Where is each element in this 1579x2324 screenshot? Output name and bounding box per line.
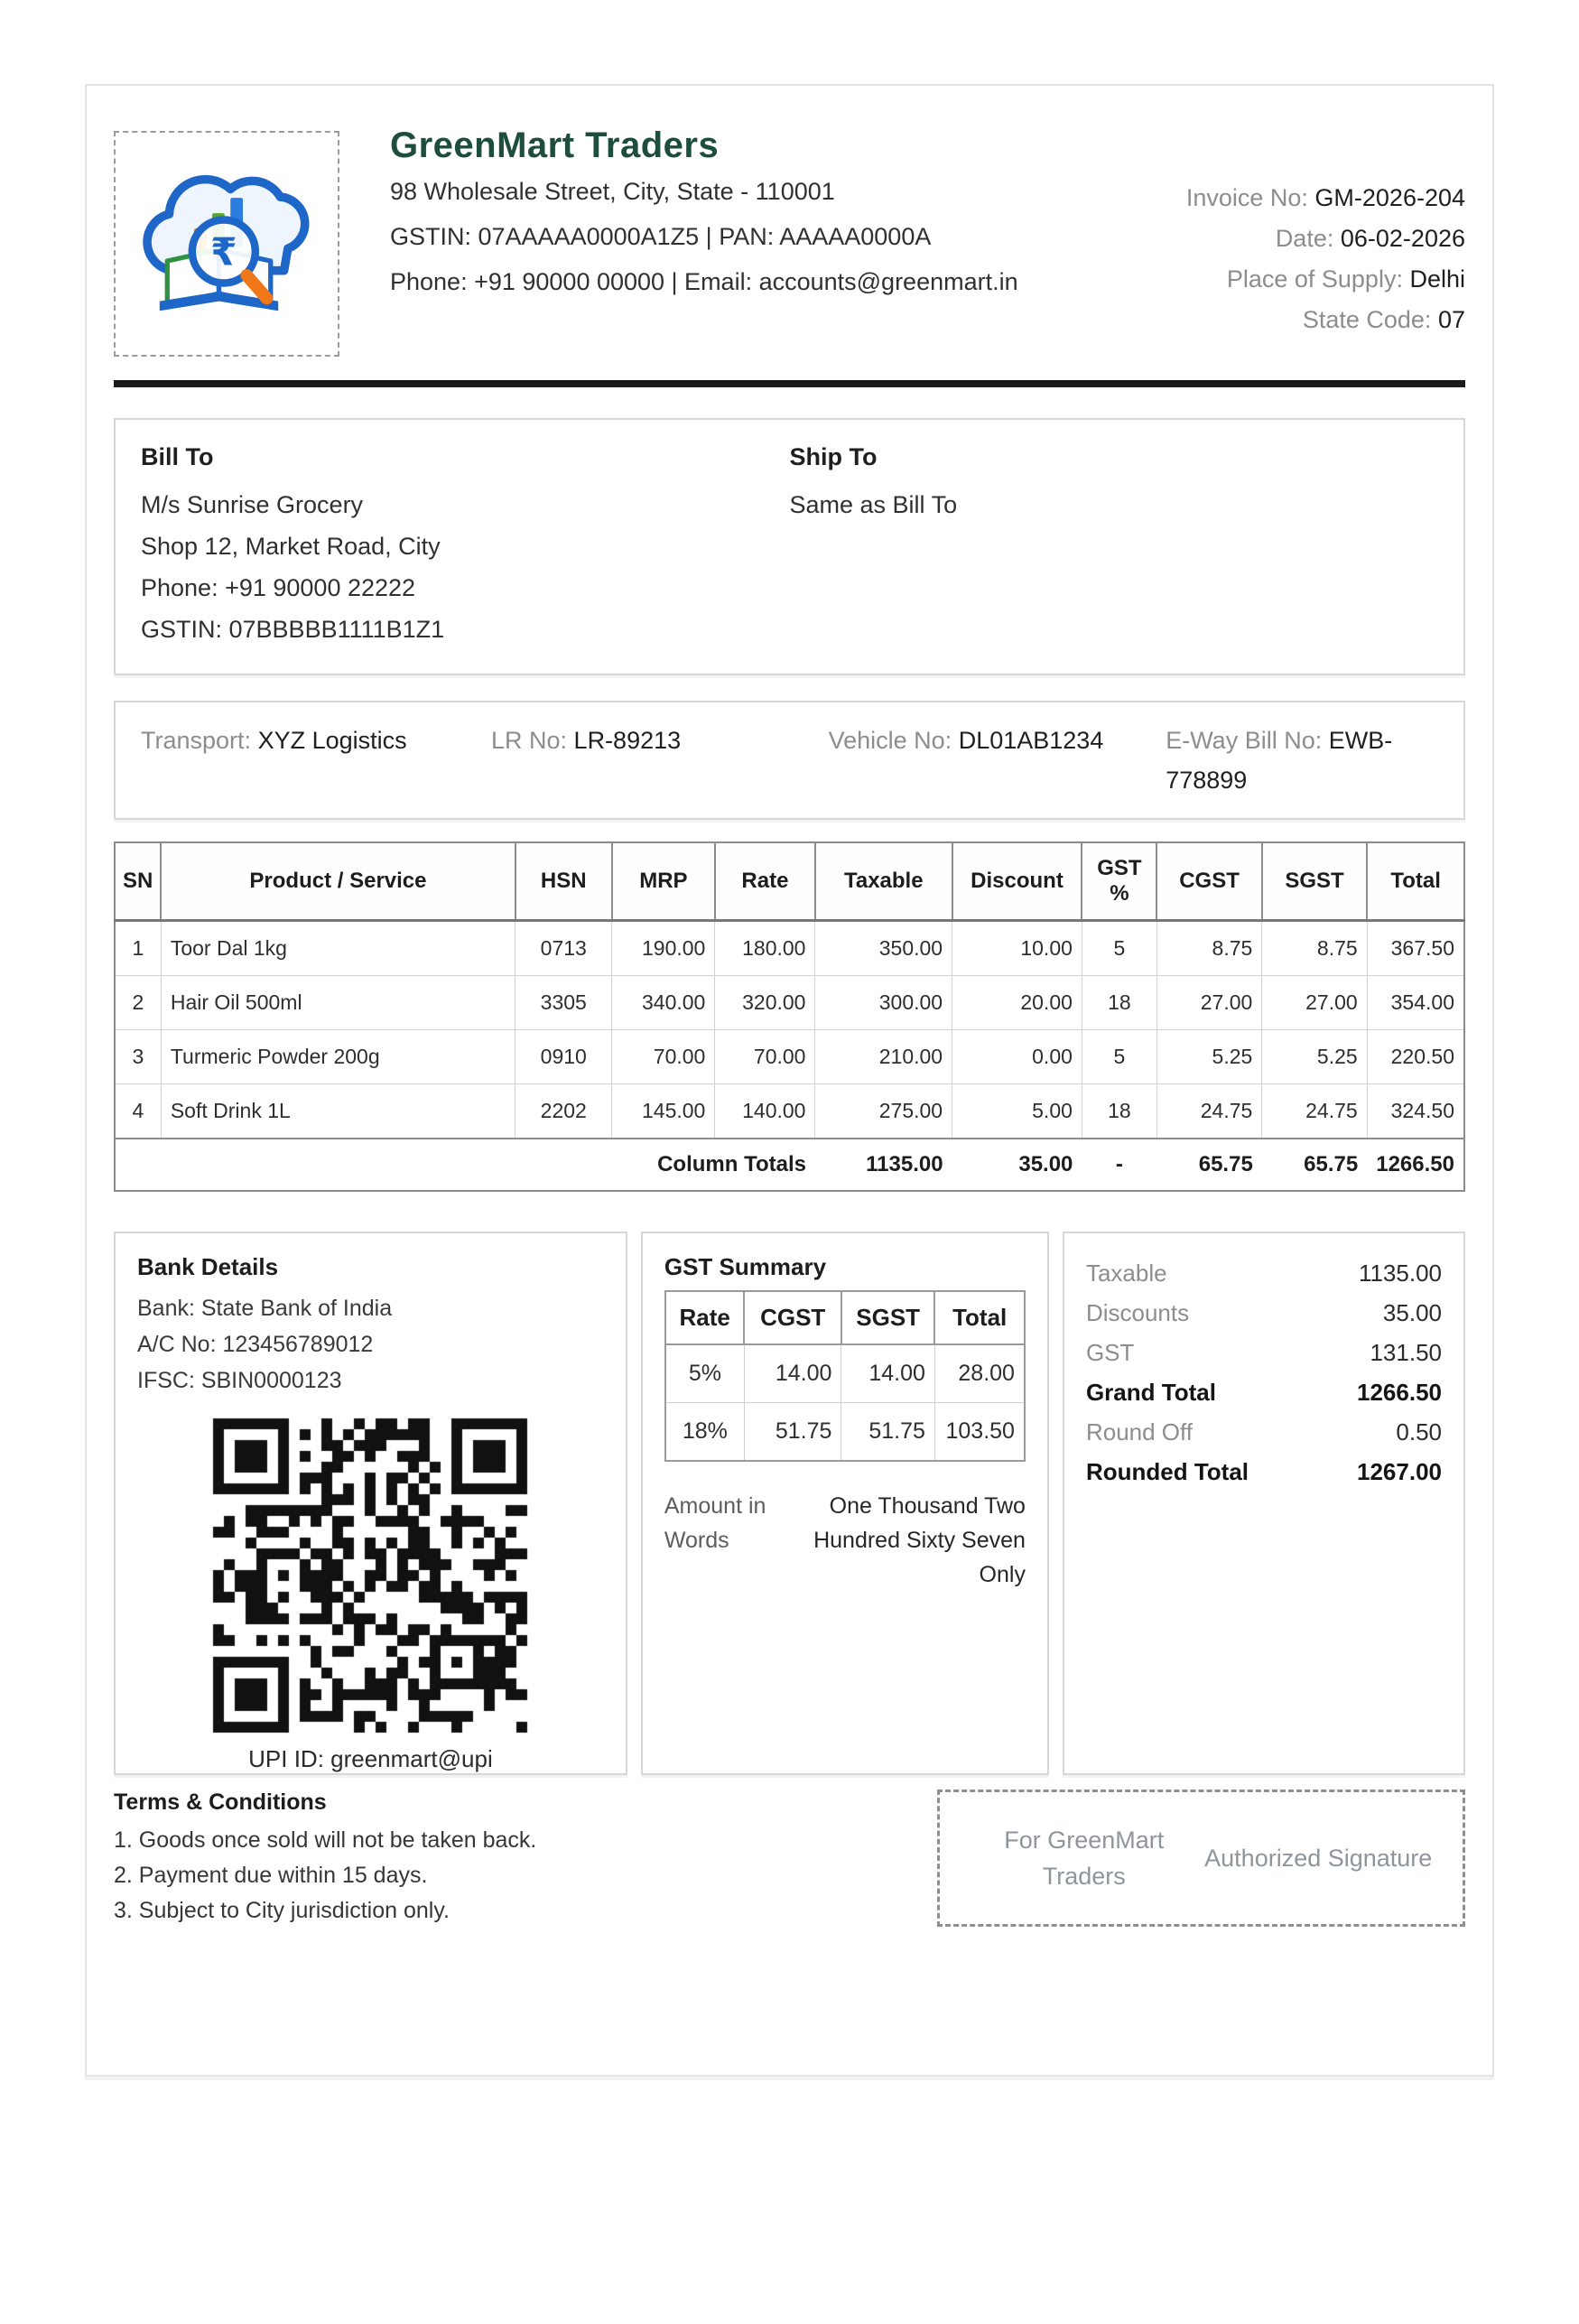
transport-lr-no: LR No: LR-89213	[490, 727, 682, 754]
gst-col-sgst: SGST	[841, 1291, 935, 1344]
upi-id: UPI ID: greenmart@upi	[248, 1745, 493, 1772]
terms-item-1: 1. Goods once sold will not be taken back.	[114, 1827, 537, 1853]
logo-rupee-glyph: ₹	[210, 229, 237, 274]
total-gst-dash: -	[1082, 1139, 1156, 1191]
signature-authorized: Authorized Signature	[1204, 1845, 1433, 1872]
col-taxable: Taxable	[815, 842, 952, 921]
transport-box	[114, 701, 1465, 820]
invoice-number: GM-2026-204	[1314, 184, 1465, 211]
gst-col-cgst: CGST	[744, 1291, 841, 1344]
amount-in-words	[664, 1489, 1026, 1592]
item-row: 1 Toor Dal 1kg 0713 190.00 180.00 350.00 10.00 5 8.75 8.75 367.50	[115, 921, 1464, 976]
upi-qr-code	[208, 1413, 533, 1738]
parties-box	[114, 418, 1465, 675]
col-rate: Rate	[715, 842, 815, 921]
rounded-total-row: Rounded Total 1267.00	[1085, 1458, 1442, 1485]
signature-box	[937, 1789, 1465, 1927]
col-sgst: SGST	[1262, 842, 1367, 921]
invoice-meta	[1186, 131, 1465, 340]
header-divider	[114, 380, 1465, 387]
amount-in-words-value: One Thousand Two Hundred Sixty Seven Only	[813, 1493, 1026, 1587]
total-grand: 1266.50	[1367, 1139, 1464, 1191]
gst-summary-table	[664, 1290, 1026, 1462]
col-hsn: HSN	[515, 842, 612, 921]
col-gst: GST %	[1082, 842, 1156, 921]
summary-panels	[114, 1232, 1465, 1775]
company-logo-box	[114, 131, 339, 357]
footer	[114, 1789, 1465, 1929]
amount-in-words-label: Amount in Words	[664, 1493, 766, 1553]
invoice-number-row: Invoice No: GM-2026-204	[1185, 184, 1465, 211]
state-code: 07	[1437, 306, 1465, 333]
place-of-supply-row: Place of Supply: Delhi	[1226, 265, 1465, 293]
items-table	[114, 841, 1465, 1192]
transport-eway-bill: E-Way Bill No: EWB-778899	[1166, 727, 1393, 794]
signature-for-company: For GreenMart Traders	[1004, 1827, 1165, 1890]
totals-gst-row: GST 131.50	[1085, 1339, 1442, 1366]
bank-ifsc: IFSC: SBIN0000123	[137, 1368, 342, 1393]
company-phone-email: Phone: +91 90000 00000 | Email: accounts@greenmart.in	[390, 268, 1018, 295]
terms-item-3: 3. Subject to City jurisdiction only.	[114, 1898, 450, 1923]
terms-section	[114, 1789, 872, 1929]
item-row: 2 Hair Oil 500ml 3305 340.00 320.00 300.00 20.00 18 27.00 27.00 354.00	[115, 976, 1464, 1030]
company-name: GreenMart Traders	[390, 125, 720, 165]
bill-to-title: Bill To	[141, 443, 214, 470]
place-of-supply: Delhi	[1409, 265, 1465, 293]
totals-discounts-row: Discounts 35.00	[1085, 1299, 1442, 1326]
col-discount: Discount	[952, 842, 1082, 921]
ship-to-line: Same as Bill To	[789, 491, 958, 518]
invoice-sheet	[85, 84, 1494, 2077]
gst-summary-panel	[641, 1232, 1049, 1775]
bank-details-title: Bank Details	[137, 1253, 279, 1280]
items-table-header	[115, 842, 1464, 921]
item-row: 3 Turmeric Powder 200g 0910 70.00 70.00 210.00 0.00 5 5.25 5.25 220.50	[115, 1030, 1464, 1084]
col-sn: SN	[115, 842, 161, 921]
transport-vehicle-no: Vehicle No: DL01AB1234	[828, 727, 1104, 754]
totals-panel	[1063, 1232, 1465, 1775]
total-sgst: 65.75	[1262, 1139, 1367, 1191]
total-taxable: 1135.00	[815, 1139, 952, 1191]
gst-summary-row: 18% 51.75 51.75 103.50	[665, 1403, 1025, 1462]
invoice-date: 06-02-2026	[1340, 225, 1465, 252]
col-mrp: MRP	[612, 842, 715, 921]
total-discount: 35.00	[952, 1139, 1082, 1191]
state-code-row: State Code: 07	[1302, 306, 1465, 333]
round-off-row: Round Off 0.50	[1085, 1418, 1442, 1446]
gst-summary-title: GST Summary	[664, 1253, 827, 1280]
bank-details-panel	[114, 1232, 627, 1775]
ship-to-title: Ship To	[789, 443, 878, 470]
company-gstin-pan: GSTIN: 07AAAAA0000A1Z5 | PAN: AAAAA0000A	[390, 223, 932, 250]
header	[114, 125, 1465, 357]
total-cgst: 65.75	[1156, 1139, 1261, 1191]
gst-summary-row: 5% 14.00 14.00 28.00	[665, 1344, 1025, 1403]
company-info	[390, 125, 1031, 302]
bill-to-section	[141, 443, 790, 650]
col-product: Product / Service	[161, 842, 515, 921]
company-logo	[131, 148, 322, 339]
transport-name: Transport: XYZ Logistics	[141, 727, 407, 754]
bank-account-no: A/C No: 123456789012	[137, 1332, 374, 1357]
totals-taxable-row: Taxable 1135.00	[1085, 1260, 1442, 1287]
terms-item-2: 2. Payment due within 15 days.	[114, 1863, 428, 1888]
ship-to-section	[790, 443, 1439, 650]
item-row: 4 Soft Drink 1L 2202 145.00 140.00 275.00 5.00 18 24.75 24.75 324.50	[115, 1084, 1464, 1139]
terms-title: Terms & Conditions	[114, 1789, 327, 1815]
column-totals-label: Column Totals	[115, 1139, 815, 1191]
col-cgst: CGST	[1156, 842, 1261, 921]
bill-to-name: M/s Sunrise Grocery	[141, 491, 364, 518]
company-address: 98 Wholesale Street, City, State - 110001	[390, 178, 835, 205]
grand-total-row: Grand Total 1266.50	[1085, 1379, 1442, 1406]
gst-col-rate: Rate	[665, 1291, 745, 1344]
gst-col-total: Total	[934, 1291, 1025, 1344]
invoice-date-row: Date: 06-02-2026	[1275, 225, 1465, 252]
bill-to-gstin: GSTIN: 07BBBBB1111B1Z1	[141, 616, 445, 643]
items-table-totals	[115, 1139, 1464, 1191]
bill-to-address: Shop 12, Market Road, City	[141, 533, 441, 560]
col-total: Total	[1367, 842, 1464, 921]
bank-name: Bank: State Bank of India	[137, 1296, 393, 1321]
bill-to-phone: Phone: +91 90000 22222	[141, 574, 416, 601]
